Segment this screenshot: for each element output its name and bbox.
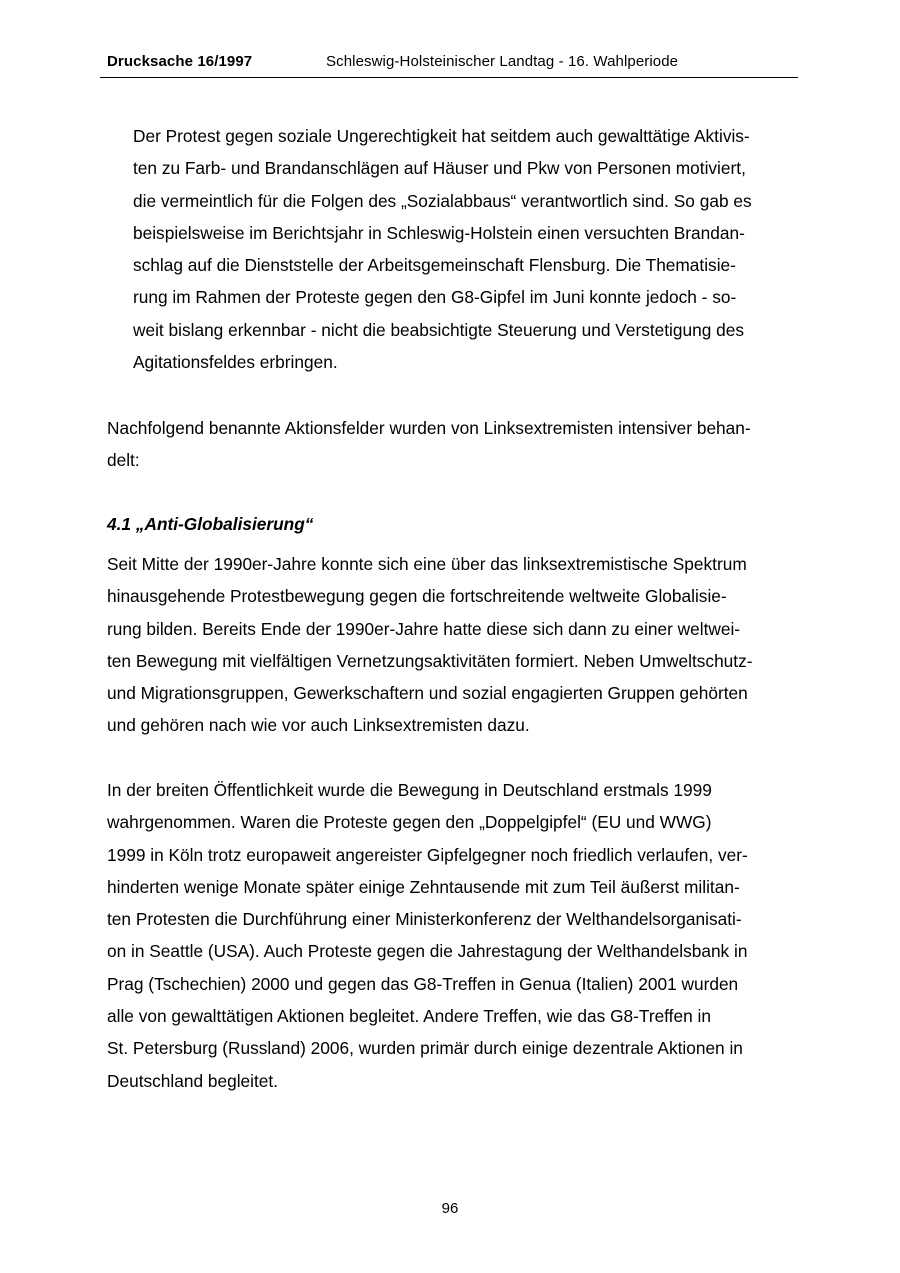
text-line: St. Petersburg (Russland) 2006, wurden primär durch einige dezentrale Aktionen in — [107, 1038, 743, 1059]
text-line: ten zu Farb- und Brandanschlägen auf Häuser und Pkw von Personen motiviert, — [133, 158, 746, 179]
text-line: schlag auf die Dienststelle der Arbeitsgemeinschaft Flensburg. Die Thematisie- — [133, 255, 736, 276]
text-line: rung im Rahmen der Proteste gegen den G8-Gipfel im Juni konnte jedoch - so- — [133, 287, 737, 308]
text-line: In der breiten Öffentlichkeit wurde die Bewegung in Deutschland erstmals 1999 — [107, 780, 712, 800]
document-number: Drucksache 16/1997 — [107, 53, 253, 70]
text-line: Agitationsfeldes erbringen. — [133, 352, 338, 373]
text-line: hinausgehende Protestbewegung gegen die fortschreitende weltweite Globalisie- — [107, 586, 727, 607]
text-line: Der Protest gegen soziale Ungerechtigkeit hat seitdem auch gewalttätige Aktivis- — [133, 126, 750, 146]
section-heading: 4.1 „Anti-Globalisierung“ — [107, 514, 314, 534]
text-line: Deutschland begleitet. — [107, 1070, 279, 1091]
text-line: delt: — [107, 450, 140, 471]
page-number: 96 — [441, 1200, 459, 1217]
text-line: und Migrationsgruppen, Gewerkschaftern und sozial engagierten Gruppen gehörten — [107, 683, 748, 704]
text-line: hinderten wenige Monate später einige Zehntausende mit zum Teil äußerst militan- — [107, 876, 740, 897]
intro-paragraph — [107, 412, 751, 477]
section-paragraph-1 — [107, 548, 752, 742]
text-line: alle von gewalttätigen Aktionen begleitet. Andere Treffen, wie das G8-Treffen in — [107, 1006, 711, 1027]
text-line: rung bilden. Bereits Ende der 1990er-Jahre hatte diese sich dann zu einer weltwei- — [107, 618, 741, 639]
text-line: die vermeintlich für die Folgen des „Sozialabbaus“ verantwortlich sind. So gab es — [133, 190, 752, 211]
text-line: wahrgenommen. Waren die Proteste gegen den „Doppelgipfel“ (EU und WWG) — [107, 812, 712, 833]
text-line: on in Seattle (USA). Auch Proteste gegen die Jahrestagung der Welthandelsbank in — [107, 941, 748, 962]
section-paragraph-2 — [107, 774, 748, 1097]
header-divider — [100, 77, 798, 78]
text-line: Seit Mitte der 1990er-Jahre konnte sich eine über das linksextremistische Spektrum — [107, 554, 747, 574]
text-line: 1999 in Köln trotz europaweit angereister Gipfelgegner noch friedlich verlaufen, ver- — [107, 844, 748, 865]
text-line: und gehören nach wie vor auch Linksextremisten dazu. — [107, 715, 530, 736]
indented-paragraph — [133, 120, 752, 378]
header-title: Schleswig-Holsteinischer Landtag - 16. Wahlperiode — [326, 53, 679, 70]
text-line: Nachfolgend benannte Aktionsfelder wurden von Linksextremisten intensiver behan- — [107, 418, 751, 438]
text-line: Prag (Tschechien) 2000 und gegen das G8-Treffen in Genua (Italien) 2001 wurden — [107, 973, 739, 994]
text-line: beispielsweise im Berichtsjahr in Schleswig-Holstein einen versuchten Brandan- — [133, 222, 745, 243]
text-line: weit bislang erkennbar - nicht die beabsichtigte Steuerung und Verstetigung des — [133, 319, 745, 340]
text-line: ten Bewegung mit vielfältigen Vernetzungsaktivitäten formiert. Neben Umweltschutz- — [107, 650, 753, 671]
text-line: ten Protesten die Durchführung einer Ministerkonferenz der Welthandelsorganisati- — [107, 909, 742, 930]
